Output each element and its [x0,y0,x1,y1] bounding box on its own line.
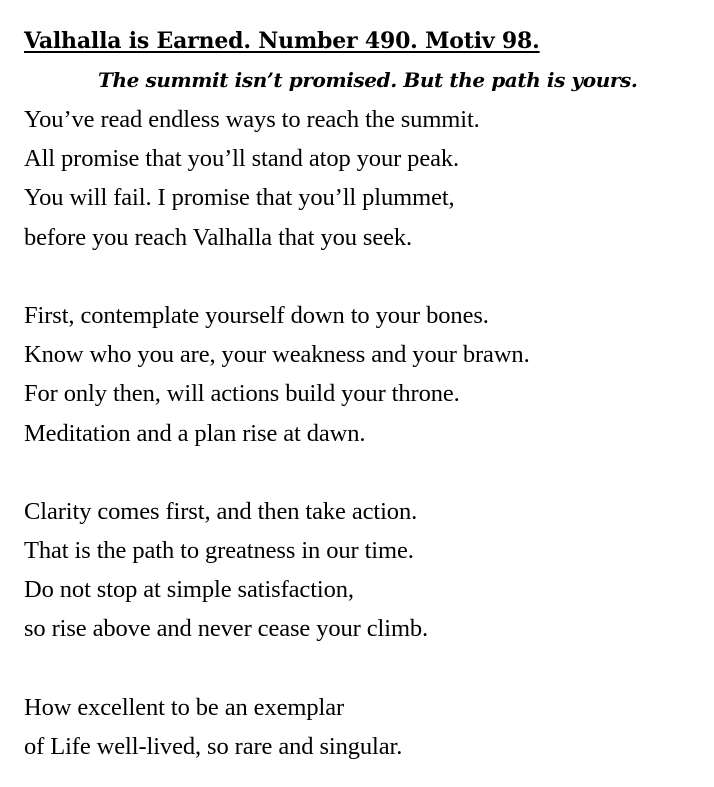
poem-line: All promise that you’ll stand atop your peak. [24,145,460,173]
stanza-break [24,649,530,688]
poem-line: Meditation and a plan rise at dawn. [24,419,366,447]
poem-line: of Life well-lived, so rare and singular. [24,733,403,760]
stanza-2 [24,296,530,453]
poem-line: For only then, will actions build your throne. [24,380,460,408]
poem-line: You’ve read endless ways to reach the summit. [24,106,480,133]
poem-line: Know who you are, your weakness and your brawn. [24,341,530,369]
poem-line: How excellent to be an exemplar [24,693,345,721]
poem-line: so rise above and never cease your climb. [24,615,429,643]
stanza-4 [24,688,530,766]
poem-line: First, contemplate yourself down to your bones. [24,301,489,329]
stanza-break [24,453,530,492]
stanza-break [24,257,530,296]
poem-line: Clarity comes first, and then take action. [24,497,418,525]
poem-line: Do not stop at simple satisfaction, [24,576,354,604]
poem-title: Valhalla is Earned. Number 490. Motiv 98. [24,28,540,54]
stanza-1 [24,100,530,257]
poem-line: You will fail. I promise that you’ll plummet, [24,184,455,212]
stanza-3 [24,492,530,649]
poem-subtitle: The summit isn’t promised. But the path is yours. [98,68,638,92]
poem-line: before you reach Valhalla that you seek. [24,223,413,251]
poem-body [24,100,530,766]
poem-line: That is the path to greatness in our time. [24,537,414,565]
